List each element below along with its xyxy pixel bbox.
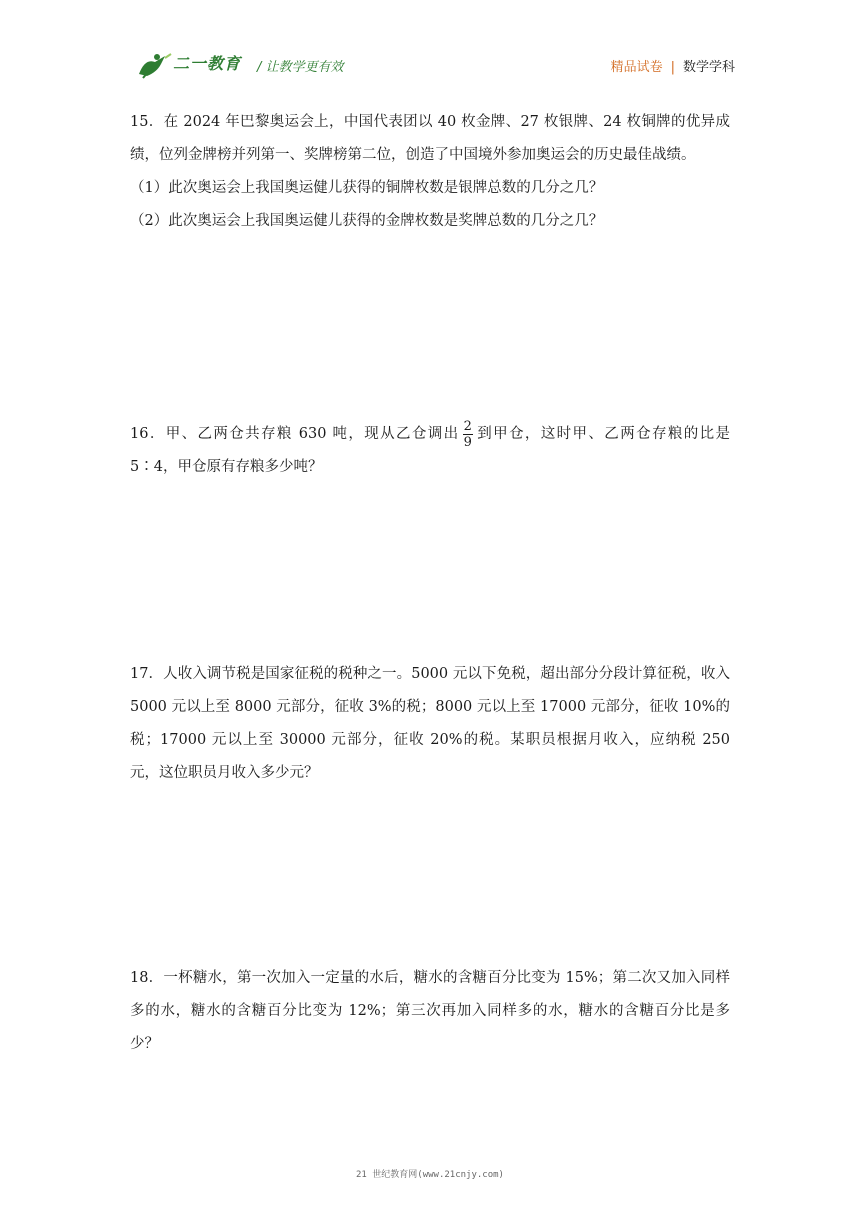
header-slogan: / 让教学更有效 bbox=[257, 60, 344, 75]
question-15-part-2: （2）此次奥运会上我国奥运健儿获得的金牌枚数是奖牌总数的几分之几？ bbox=[130, 213, 604, 229]
question-16-text-a: 16．甲、乙两仓共存粮 630 吨，现从乙仓调出 bbox=[130, 426, 460, 442]
header-tag: 精品试卷 bbox=[610, 60, 663, 75]
fraction-2-9 bbox=[463, 419, 473, 450]
header-right bbox=[611, 56, 735, 75]
question-16 bbox=[130, 418, 730, 484]
fraction-numerator: 2 bbox=[463, 418, 472, 434]
question-17-text: 17．人收入调节税是国家征税的税种之一。5000 元以下免税，超出部分分段计算征税，收入 5000 元以上至 8000 元部分，征收 3%的税；8000 元以上至 17000 元部分，征收 10%的税；17000 元以上至 30000 元部分，征收 20%的税。某职员根据月收入，应纳税 250 元，这位职员月收入多少元？ bbox=[130, 666, 730, 781]
question-15-stem: 15．在 2024 年巴黎奥运会上，中国代表团以 40 枚金牌、27 枚银牌、24 枚铜牌的优异成绩，位列金牌榜并列第一、奖牌榜第二位，创造了中国境外参加奥运会的历史最佳战绩。 bbox=[130, 114, 730, 163]
question-15 bbox=[130, 106, 730, 238]
fraction-denominator: 9 bbox=[463, 434, 472, 450]
header-subject: 数学学科 bbox=[682, 60, 735, 75]
question-18 bbox=[130, 962, 730, 1061]
header-separator: | bbox=[670, 60, 675, 75]
question-16-text-b: 到甲仓，这时甲、乙两仓存粮的比是 5∶4，甲仓原有存粮多少吨？ bbox=[130, 426, 731, 475]
page-header bbox=[135, 46, 735, 86]
page-footer: 21 世纪教育网(www.21cnjy.com) bbox=[356, 1170, 504, 1180]
question-15-part-1: （1）此次奥运会上我国奥运健儿获得的铜牌枚数是银牌总数的几分之几？ bbox=[130, 180, 604, 196]
logo-text: 二一教育 bbox=[173, 54, 242, 73]
question-17 bbox=[130, 658, 730, 790]
question-18-text: 18．一杯糖水，第一次加入一定量的水后，糖水的含糖百分比变为 15%；第二次又加入同样多的水，糖水的含糖百分比变为 12%；第三次再加入同样多的水，糖水的含糖百分比是多少？ bbox=[130, 970, 730, 1052]
